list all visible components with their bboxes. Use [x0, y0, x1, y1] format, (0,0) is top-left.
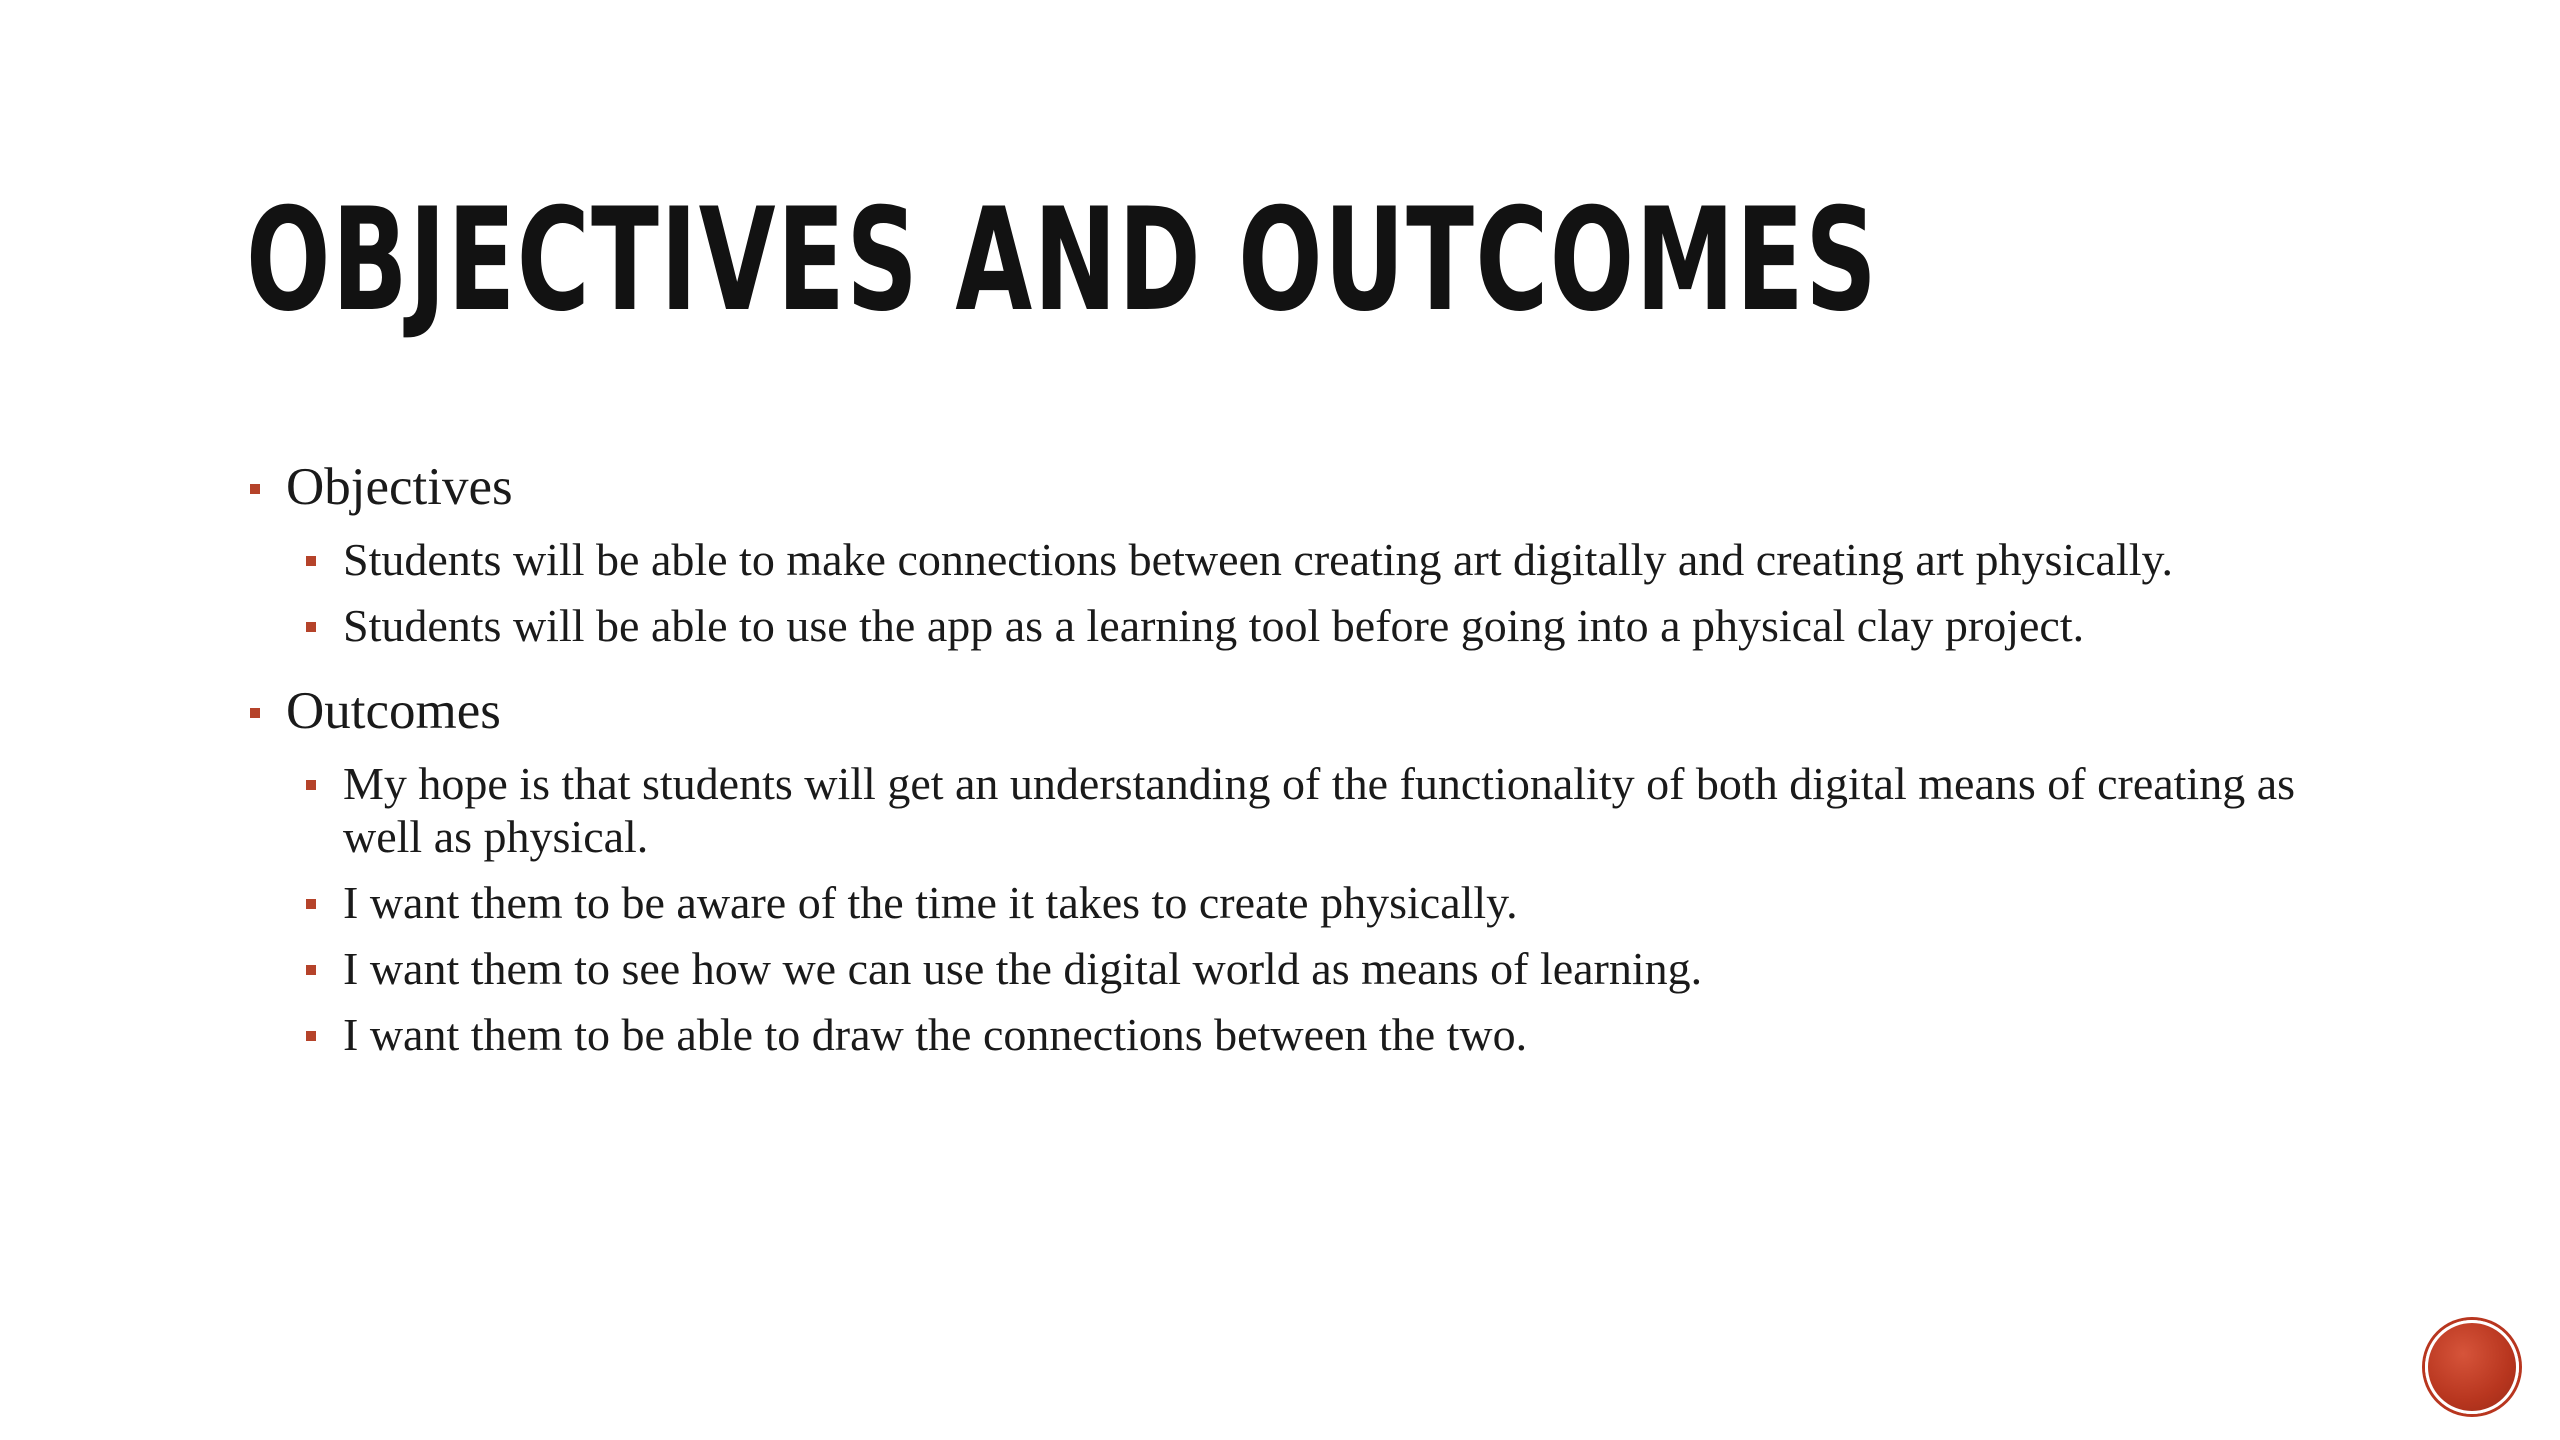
section-heading — [246, 678, 2346, 744]
square-bullet-icon — [306, 965, 316, 975]
list-item — [246, 942, 2346, 995]
square-bullet-icon — [306, 622, 316, 632]
list-item — [246, 599, 2346, 652]
objectives-list — [246, 533, 2346, 652]
section-heading-label: Outcomes — [286, 682, 501, 740]
square-bullet-icon — [250, 484, 260, 494]
outcomes-list — [246, 757, 2346, 1061]
slide-number-badge — [2425, 1320, 2519, 1414]
slide-content — [246, 454, 2346, 1087]
section-outcomes — [246, 678, 2346, 1061]
section-heading-label: Objectives — [286, 458, 513, 516]
square-bullet-icon — [306, 899, 316, 909]
list-item-text: My hope is that students will get an understanding of the functionality of both digital means of creating as well as physical. — [343, 758, 2296, 862]
list-item-text: I want them to be aware of the time it takes to create physically. — [343, 877, 1518, 928]
list-item — [246, 1008, 2346, 1061]
square-bullet-icon — [306, 556, 316, 566]
square-bullet-icon — [306, 780, 316, 790]
list-item — [246, 757, 2346, 863]
section-heading — [246, 454, 2346, 520]
list-item-text: Students will be able to make connections between creating art digitally and creating art physically. — [343, 534, 2174, 585]
square-bullet-icon — [306, 1031, 316, 1041]
list-item-text: Students will be able to use the app as a learning tool before going into a physical clay project. — [343, 600, 2085, 651]
list-item-text: I want them to be able to draw the connections between the two. — [343, 1009, 1528, 1060]
list-item — [246, 533, 2346, 586]
square-bullet-icon — [250, 708, 260, 718]
slide-title: OBJECTIVES AND OUTCOMES — [246, 178, 1879, 343]
list-item — [246, 876, 2346, 929]
list-item-text: I want them to see how we can use the digital world as means of learning. — [343, 943, 1703, 994]
section-objectives — [246, 454, 2346, 652]
